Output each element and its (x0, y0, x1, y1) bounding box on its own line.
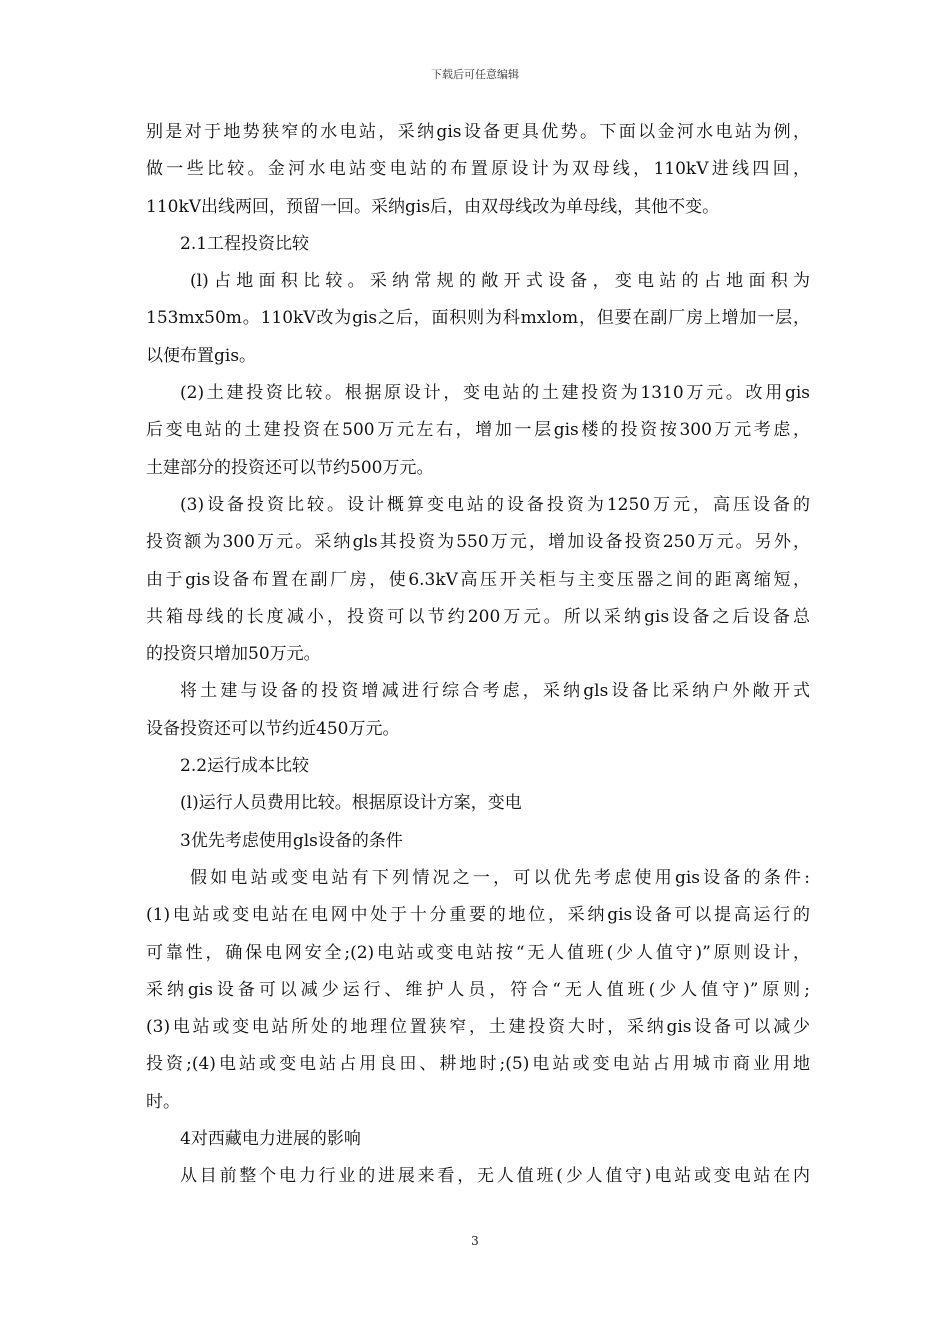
text-line: 由于gis设备布置在副厂房，使6.3kV高压开关柜与主变压器之间的距离缩短， (146, 569, 810, 590)
text-line: 做一些比较。金河水电站变电站的布置原设计为双母线，110kV进线四回， (146, 159, 810, 180)
text-line: 110kV出线两回，预留一回。采纳gis后，由双母线改为单母线，其他不变。 (146, 196, 720, 217)
text-line: (3)设备投资比较。设计概算变电站的设备投资为1250万元，高压设备的 (180, 494, 810, 515)
text-line: 153mx50m。110kV改为gis之后，面积则为科mxlom，但要在副厂房上增加一层， (146, 308, 810, 329)
text-line: (1)电站或变电站在电网中处于十分重要的地位，采纳gis设备可以提高运行的 (146, 905, 810, 926)
text-line: (l)占地面积比较。采纳常规的敞开式设备，变电站的占地面积为 (190, 271, 810, 292)
text-line: 时。 (146, 1091, 180, 1112)
text-line: 共箱母线的长度减小，投资可以节约200万元。所以采纳gis设备之后设备总 (146, 606, 810, 627)
text-line: 别是对于地势狭窄的水电站，采纳gis设备更具优势。下面以金河水电站为例， (146, 122, 810, 142)
text-line: 2.2运行成本比较 (180, 756, 310, 777)
text-line: 假如电站或变电站有下列情况之一，可以优先考虑使用gis设备的条件: (190, 867, 810, 888)
text-line: 可靠性，确保电网安全;(2)电站或变电站按“无人值班(少人值守)”原则设计， (146, 942, 810, 963)
text-line: 的投资只增加50万元。 (146, 644, 321, 665)
text-line: 采纳gis设备可以减少运行、维护人员，符合“无人值班(少人值守)”原则; (146, 979, 810, 1000)
text-line: 2.1工程投资比较 (180, 233, 310, 254)
text-line: 将土建与设备的投资增减进行综合考虑，采纳gls设备比采纳户外敞开式 (180, 681, 810, 702)
text-line: 从目前整个电力行业的进展来看，无人值班(少人值守)电站或变电站在内 (180, 1166, 810, 1187)
document-body (146, 114, 810, 1196)
page-header: 下载后可任意编辑 (431, 68, 519, 81)
text-line: (l)运行人员费用比较。根据原设计方案，变电 (180, 793, 522, 814)
text-line: (2)土建投资比较。根据原设计，变电站的土建投资为1310万元。改用gis (180, 383, 810, 404)
text-line: 4对西藏电力进展的影响 (180, 1129, 361, 1150)
text-line: 设备投资还可以节约近450万元。 (146, 718, 400, 739)
text-line: 投资;(4)电站或变电站占用良田、耕地时;(5)电站或变电站占用城市商业用地 (146, 1054, 810, 1075)
text-line: (3)电站或变电站所处的地理位置狭窄，土建投资大时，采纳gis设备可以减少 (146, 1017, 810, 1038)
text-line: 投资额为300万元。采纳gls其投资为550万元，增加设备投资250万元。另外， (146, 532, 810, 553)
text-line: 以便布置gis。 (146, 345, 257, 366)
page-number: 3 (471, 1234, 479, 1248)
text-line: 土建部分的投资还可以节约500万元。 (146, 457, 434, 478)
text-line: 3优先考虑使用gls设备的条件 (180, 830, 403, 851)
text-line: 后变电站的土建投资在500万元左右，增加一层gis楼的投资按300万元考虑， (146, 420, 810, 441)
